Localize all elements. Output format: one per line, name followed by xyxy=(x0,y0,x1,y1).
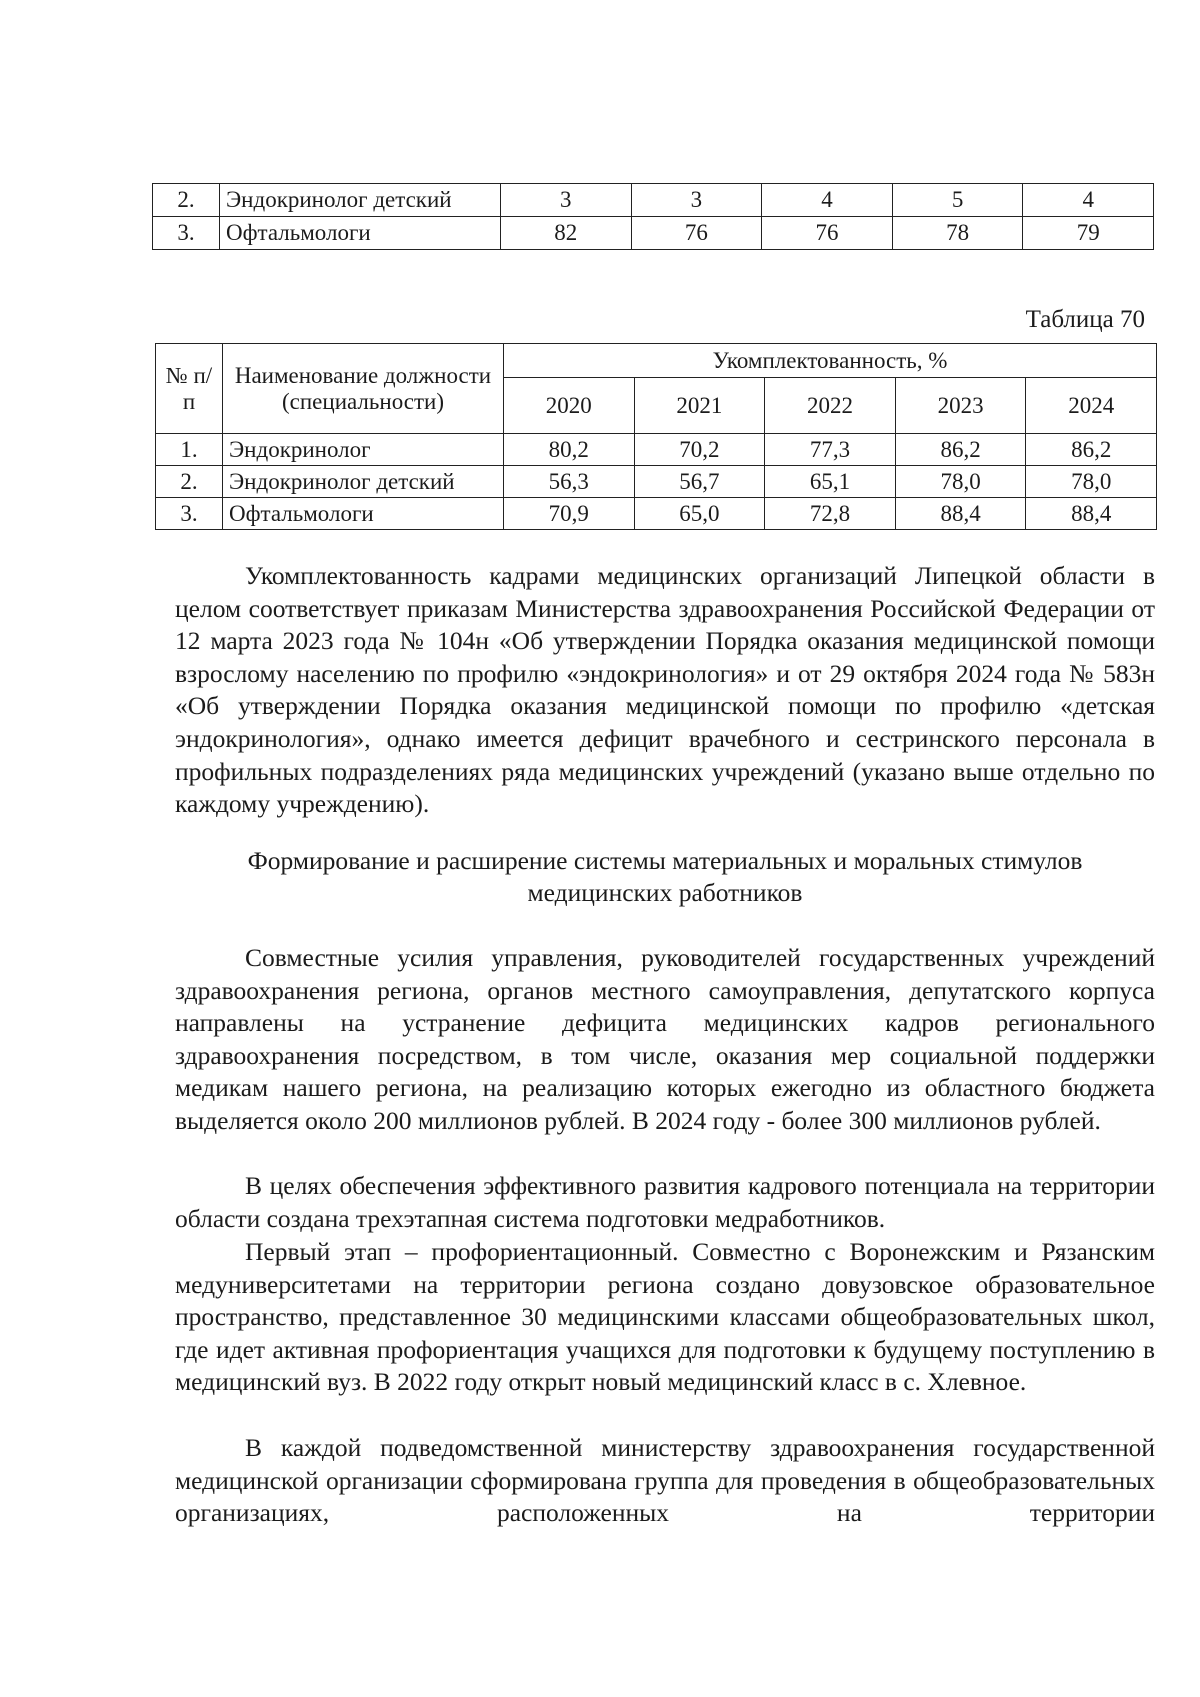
table-header-row xyxy=(156,344,1157,378)
row-name: Офтальмологи xyxy=(220,217,501,250)
row-value: 78 xyxy=(892,217,1023,250)
header-staffing-group: Укомплектованность, % xyxy=(504,344,1157,378)
row-value: 65,1 xyxy=(765,466,896,498)
table-row xyxy=(156,466,1157,498)
row-value: 56,7 xyxy=(634,466,765,498)
row-value: 88,4 xyxy=(895,498,1026,530)
row-value: 4 xyxy=(762,184,893,217)
section-heading: Формирование и расширение системы материальных и моральных стимулов медицинских работников xyxy=(247,846,1083,907)
row-value: 5 xyxy=(892,184,1023,217)
row-name: Эндокринолог детский xyxy=(223,466,504,498)
row-name: Эндокринолог детский xyxy=(220,184,501,217)
row-value: 3 xyxy=(631,184,762,217)
row-value: 76 xyxy=(762,217,893,250)
header-year: 2020 xyxy=(504,378,635,434)
row-value: 82 xyxy=(501,217,632,250)
row-value: 4 xyxy=(1023,184,1154,217)
row-value: 65,0 xyxy=(634,498,765,530)
header-position: Наименование должности (специальности) xyxy=(223,344,504,434)
row-number: 3. xyxy=(153,217,220,250)
table-row xyxy=(153,184,1154,217)
row-number: 3. xyxy=(156,498,223,530)
paragraph-three-stage: В целях обеспечения эффективного развития кадрового потенциала на территории области создана трехэтапная система подготовки медработников. xyxy=(175,1171,1155,1233)
row-number: 2. xyxy=(153,184,220,217)
row-number: 2. xyxy=(156,466,223,498)
row-value: 79 xyxy=(1023,217,1154,250)
header-year: 2023 xyxy=(895,378,1026,434)
header-year: 2024 xyxy=(1026,378,1157,434)
row-number: 1. xyxy=(156,434,223,466)
row-value: 86,2 xyxy=(1026,434,1157,466)
table-row xyxy=(156,434,1157,466)
paragraph-first-stage: Первый этап – профориентационный. Совместно с Воронежским и Рязанским медуниверситетами на территории региона создано довузовское образовательное пространство, представленное 30 медицинскими классами общеобразовательных школ, где идет активная профориентация учащихся для подготовки к будущему поступлению в медицинский вуз. В 2022 году открыт новый медицинский класс в с. Хлевное. xyxy=(175,1237,1155,1397)
row-value: 86,2 xyxy=(895,434,1026,466)
row-value: 70,2 xyxy=(634,434,765,466)
row-value: 78,0 xyxy=(895,466,1026,498)
row-value: 56,3 xyxy=(504,466,635,498)
row-value: 3 xyxy=(501,184,632,217)
header-year: 2022 xyxy=(765,378,896,434)
row-name: Офтальмологи xyxy=(223,498,504,530)
table-caption: Таблица 70 xyxy=(1025,306,1145,333)
table-row xyxy=(156,498,1157,530)
row-value: 72,8 xyxy=(765,498,896,530)
row-value: 76 xyxy=(631,217,762,250)
paragraph-joint-efforts: Совместные усилия управления, руководителей государственных учреждений здравоохранения региона, органов местного самоуправления, депутатского корпуса направлены на устранение дефицита медицинских кадров регионального здравоохранения посредством, в том числе, оказания мер социальной поддержки медикам нашего региона, на реализацию которых ежегодно из областного бюджета выделяется около 200 миллионов рублей. В 2024 году - более 300 миллионов рублей. xyxy=(175,943,1155,1135)
table-row xyxy=(153,217,1154,250)
row-value: 80,2 xyxy=(504,434,635,466)
staffing-table xyxy=(155,343,1157,530)
row-value: 78,0 xyxy=(1026,466,1157,498)
row-value: 70,9 xyxy=(504,498,635,530)
paragraph-groups: В каждой подведомственной министерству здравоохранения государственной медицинской организации сформирована группа для проведения в общеобразовательных организациях, расположенных на территории xyxy=(175,1433,1155,1528)
header-number: № п/п xyxy=(156,344,223,434)
row-value: 88,4 xyxy=(1026,498,1157,530)
row-name: Эндокринолог xyxy=(223,434,504,466)
paragraph-staffing: Укомплектованность кадрами медицинских организаций Липецкой области в целом соответствует приказам Министерства здравоохранения Российской Федерации от 12 марта 2023 года № 104н «Об утверждении Порядка оказания медицинской помощи взрослому населению по профилю «эндокринология» и от 29 октября 2024 года № 583н «Об утверждении Порядка оказания медицинской помощи по профилю «детская эндокринология», однако имеется дефицит врачебного и сестринского персонала в профильных подразделениях ряда медицинских учреждений (указано выше отдельно по каждому учреждению). xyxy=(175,561,1155,819)
continued-table xyxy=(152,183,1154,250)
row-value: 77,3 xyxy=(765,434,896,466)
header-year: 2021 xyxy=(634,378,765,434)
